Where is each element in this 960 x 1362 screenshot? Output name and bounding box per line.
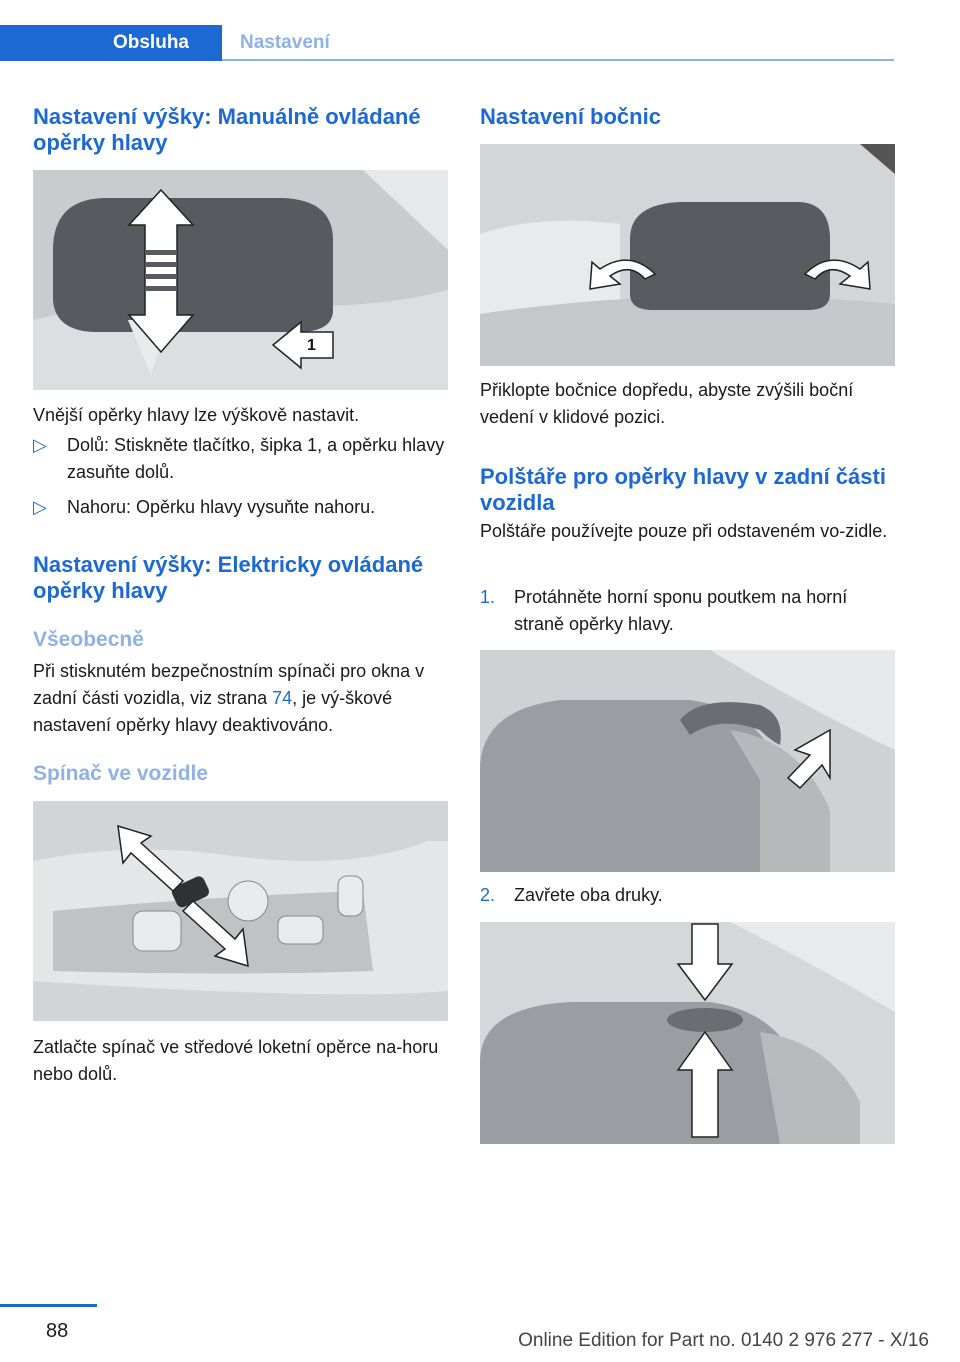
step-number: 1.: [480, 587, 496, 607]
heading-switch: Spínač ve vozidle: [33, 762, 209, 785]
figure-cushion-strap: [480, 650, 895, 872]
text-switch: Zatlačte spínač ve středové loketní opěrce na‐horu nebo dolů.: [33, 1037, 439, 1084]
step-item-2: 2. Zavřete oba druky.: [480, 882, 896, 909]
tab-obsluha[interactable]: Obsluha: [0, 25, 222, 61]
edition-note: Online Edition for Part no. 0140 2 976 277 - X/16: [518, 1330, 929, 1351]
bullet-list: [33, 432, 449, 521]
text-sides: Přiklopte bočnice dopředu, abyste zvýšili boční vedení v klidové pozici.: [480, 380, 854, 427]
heading-general: Všeobecně: [33, 628, 144, 651]
list-item: ▷ Nahoru: Opěrku hlavy vysuňte nahoru.: [33, 494, 449, 521]
heading-manual-height: Nastavení výšky: Manuálně ovládané opěrky hlavy: [33, 104, 421, 155]
tab-nastaveni[interactable]: Nastavení: [240, 32, 330, 53]
figure-press-studs: [480, 922, 895, 1144]
heading-cushions: Polštáře pro opěrky hlavy v zadní části vozidla: [480, 464, 886, 515]
heading-sides: Nastavení bočnic: [480, 104, 661, 129]
list-item: ▷ Dolů: Stiskněte tlačítko, šipka 1, a opěrku hlavy zasuňte dolů.: [33, 432, 449, 486]
text-outer-headrests: Vnější opěrky hlavy lze výškově nastavit.: [33, 405, 360, 425]
bullet-marker-icon: ▷: [33, 435, 47, 455]
figure-switch: [33, 801, 448, 1021]
step-number: 2.: [480, 885, 496, 905]
page-number: 88: [46, 1320, 69, 1342]
header-tabs: [0, 25, 894, 61]
figure-side-wings: [480, 144, 895, 366]
page-reference-link[interactable]: 74: [272, 688, 293, 708]
figure-callout-1: 1: [307, 337, 316, 354]
footer-rule: [0, 1304, 97, 1307]
text-cushions: Polštáře používejte pouze při odstaveném vo‐zidle.: [480, 521, 888, 541]
heading-electric-height: Nastavení výšky: Elektricky ovládané opěrky hlavy: [33, 552, 424, 603]
step-item-1: 1. Protáhněte horní sponu poutkem na horní straně opěrky hlavy.: [480, 584, 896, 638]
bullet-marker-icon: ▷: [33, 497, 47, 517]
header-rule: [222, 59, 894, 61]
figure-headrest-manual: [33, 170, 448, 390]
text-general: Při stisknutém bezpečnostním spínači pro okna v zadní části vozidla, viz strana 74, je vý‐škové nastavení opěrky hlavy deaktivováno.: [33, 661, 425, 735]
